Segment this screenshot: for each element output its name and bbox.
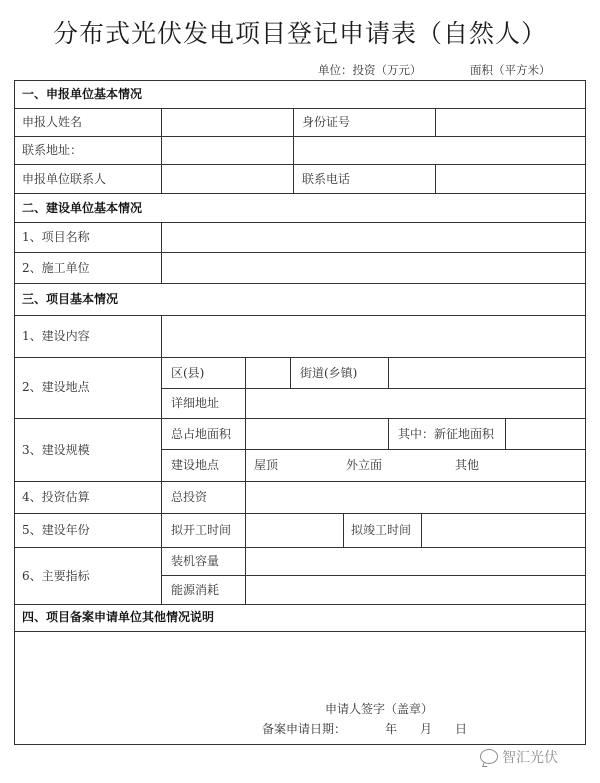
scale-label: 3、建设规模 xyxy=(22,443,90,457)
address-label: 联系地址： xyxy=(22,143,83,157)
unit-area: 面积（平方米） xyxy=(470,63,551,77)
watermark-text: 智汇光伏 xyxy=(502,750,558,766)
energy-label: 能源消耗 xyxy=(171,583,220,597)
content-label: 1、建设内容 xyxy=(22,329,90,343)
date-year: 年 xyxy=(385,722,398,736)
other-label: 其他 xyxy=(455,458,480,472)
contact-person-label: 申报单位联系人 xyxy=(22,172,107,186)
date-month: 月 xyxy=(420,722,433,736)
section-4-title: 四、项目备案申请单位其他情况说明 xyxy=(22,610,215,624)
phone-label: 联系电话 xyxy=(302,172,351,186)
site-label: 建设地点 xyxy=(171,458,220,472)
date-label: 备案申请日期： xyxy=(262,722,347,736)
year-label: 5、建设年份 xyxy=(22,523,90,537)
date-day: 日 xyxy=(455,722,468,736)
project-name-label: 1、项目名称 xyxy=(22,230,90,244)
section-3-title: 三、项目基本情况 xyxy=(22,292,119,306)
total-area-label: 总占地面积 xyxy=(171,427,232,441)
location-label: 2、建设地点 xyxy=(22,380,90,394)
construction-unit-label: 2、施工单位 xyxy=(22,261,90,275)
street-label: 街道(乡镇) xyxy=(300,366,358,380)
investment-label: 4、投资估算 xyxy=(22,490,90,504)
facade-label: 外立面 xyxy=(346,458,383,472)
section-1-title: 一、申报单位基本情况 xyxy=(22,87,143,101)
wechat-icon xyxy=(480,749,498,764)
start-time-label: 拟开工时间 xyxy=(171,523,232,537)
watermark xyxy=(480,747,558,767)
unit-investment: 单位：投资（万元） xyxy=(318,63,422,77)
applicant-name-label: 申报人姓名 xyxy=(22,115,83,129)
id-number-label: 身份证号 xyxy=(302,115,351,129)
indicators-label: 6、主要指标 xyxy=(22,569,90,583)
roof-label: 屋顶 xyxy=(254,458,279,472)
new-land-label: 其中：新征地面积 xyxy=(398,427,495,441)
capacity-label: 装机容量 xyxy=(171,554,220,568)
signature-label: 申请人签字（盖章） xyxy=(325,702,434,716)
section-2-title: 二、建设单位基本情况 xyxy=(22,201,143,215)
district-label: 区(县) xyxy=(171,366,205,380)
finish-time-label: 拟竣工时间 xyxy=(351,523,412,537)
total-investment-label: 总投资 xyxy=(171,490,208,504)
page-title: 分布式光伏发电项目登记申请表（自然人） xyxy=(52,19,547,48)
detail-address-label: 详细地址 xyxy=(171,396,220,410)
